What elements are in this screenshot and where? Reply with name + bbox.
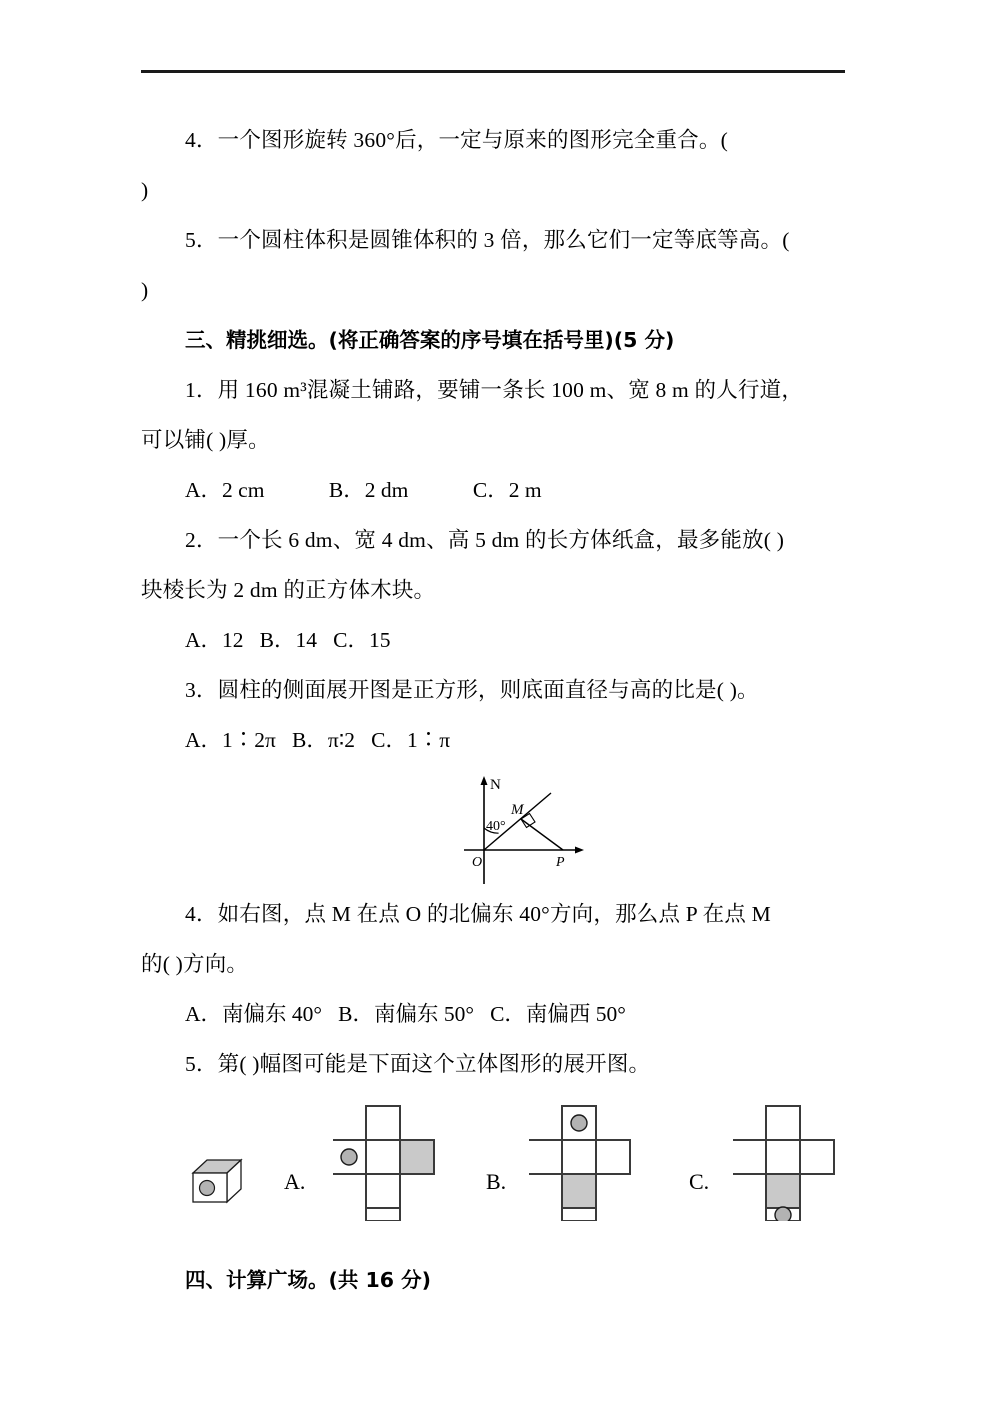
question-2-options: A．12 B．14 C．15 — [185, 628, 391, 652]
solid-cube-svg — [189, 1155, 245, 1209]
net-c-col-cell-2 — [766, 1140, 800, 1174]
question-5-number: 5． — [185, 1052, 218, 1076]
net-choice-a-figure — [333, 1103, 437, 1226]
question-4-stem-line2: 的( )方向。 — [141, 952, 249, 976]
north-axis-arrow — [481, 776, 488, 785]
net-b-dot-icon — [571, 1115, 587, 1131]
label-m: M — [511, 802, 524, 818]
question-5-stem-line1: 第( )幅图可能是下面这个立体图形的展开图。 — [217, 1052, 651, 1076]
solid-cube-figure — [189, 1155, 245, 1214]
net-b-col-cell-4 — [562, 1208, 596, 1221]
question-tf-5-number: 5． — [185, 228, 218, 252]
net-choice-c-figure — [733, 1103, 837, 1226]
question-2-stem-line1: 一个长 6 dm、宽 4 dm、高 5 dm 的长方体纸盒，最多能放( ) — [217, 528, 785, 552]
net-b-svg — [529, 1103, 633, 1221]
question-3-number: 3． — [185, 678, 218, 702]
question-1-stem-line1: 用 160 m³混凝土铺路，要铺一条长 100 m、宽 8 m 的人行道， — [217, 378, 804, 402]
question-tf-5 — [141, 215, 847, 265]
question-1-stem — [141, 365, 847, 415]
label-angle-40: 40° — [486, 819, 506, 834]
net-a-col-cell-1 — [366, 1106, 400, 1140]
question-tf-4-text: 一个图形旋转 360°后，一定与原来的图形完全重合。( — [217, 128, 728, 152]
net-a-svg — [333, 1103, 437, 1221]
question-2-stem — [141, 515, 847, 565]
compass-diagram-wrap — [141, 771, 847, 889]
net-c-col-cell-1 — [766, 1106, 800, 1140]
question-1-number: 1． — [185, 378, 218, 402]
question-4-options: A．南偏东 40° B．南偏东 50° C．南偏西 50° — [185, 1002, 626, 1026]
question-1-stem-line2: 可以铺( )厚。 — [141, 428, 270, 452]
question-tf-4-number: 4． — [185, 128, 218, 152]
segment-mp — [521, 819, 563, 850]
net-c-right-cell — [800, 1140, 834, 1174]
compass-diagram — [459, 771, 609, 889]
net-choice-b-label: B. — [486, 1169, 507, 1194]
net-c-col-cell-3-gray — [766, 1174, 800, 1208]
question-2-number: 2． — [185, 528, 218, 552]
question-1-options: A．2 cm B．2 dm C．2 m — [185, 478, 542, 502]
label-north: N — [490, 777, 501, 793]
net-a-col-cell-4 — [366, 1208, 400, 1221]
net-b-right-cell — [596, 1140, 630, 1174]
net-b-left-cell — [529, 1140, 562, 1174]
net-a-right-cell-gray — [400, 1140, 434, 1174]
net-c-svg — [733, 1103, 837, 1221]
question-3-stem — [141, 665, 847, 715]
question-3-options: A．1∶2π B．π∶2 C．1∶π — [185, 728, 451, 752]
question-2-stem-line2: 块棱长为 2 dm 的正方体木块。 — [141, 578, 436, 602]
net-a-col-cell-2 — [366, 1140, 400, 1174]
net-choice-a-label: A. — [284, 1169, 306, 1194]
net-c-dot-icon — [775, 1207, 791, 1221]
question-tf-5-wrap: ) — [141, 278, 149, 302]
net-a-col-cell-3 — [366, 1174, 400, 1208]
net-a-dot-icon — [341, 1149, 357, 1165]
page-content — [141, 70, 847, 1305]
nets-row — [141, 1099, 847, 1225]
question-4-number: 4． — [185, 902, 218, 926]
net-choice-b-figure — [529, 1103, 633, 1226]
question-tf-4-wrap: ) — [141, 178, 149, 202]
net-b-col-cell-3-gray — [562, 1174, 596, 1208]
question-tf-4 — [141, 115, 847, 165]
question-5-stem — [141, 1039, 847, 1089]
label-o: O — [472, 855, 483, 870]
question-3-stem-line1: 圆柱的侧面展开图是正方形，则底面直径与高的比是( )。 — [217, 678, 759, 702]
cube-front-dot-icon — [200, 1181, 215, 1196]
header-rule — [141, 70, 845, 73]
section-four-heading: 四、计算广场。(共 16 分) — [185, 1268, 432, 1292]
net-choice-c-label: C. — [689, 1169, 710, 1194]
question-4-stem — [141, 889, 847, 939]
east-axis-arrow — [575, 847, 584, 854]
question-tf-5-text: 一个圆柱体积是圆锥体积的 3 倍，那么它们一定等底等高。( — [217, 228, 790, 252]
section-three-heading: 三、精挑细选。(将正确答案的序号填在括号里)(5 分) — [185, 328, 675, 352]
net-c-left-cell — [733, 1140, 766, 1174]
label-p: P — [556, 855, 565, 870]
compass-diagram-svg — [459, 771, 609, 889]
question-4-stem-line1: 如右图，点 M 在点 O 的北偏东 40°方向，那么点 P 在点 M — [217, 902, 771, 926]
net-b-col-cell-2 — [562, 1140, 596, 1174]
